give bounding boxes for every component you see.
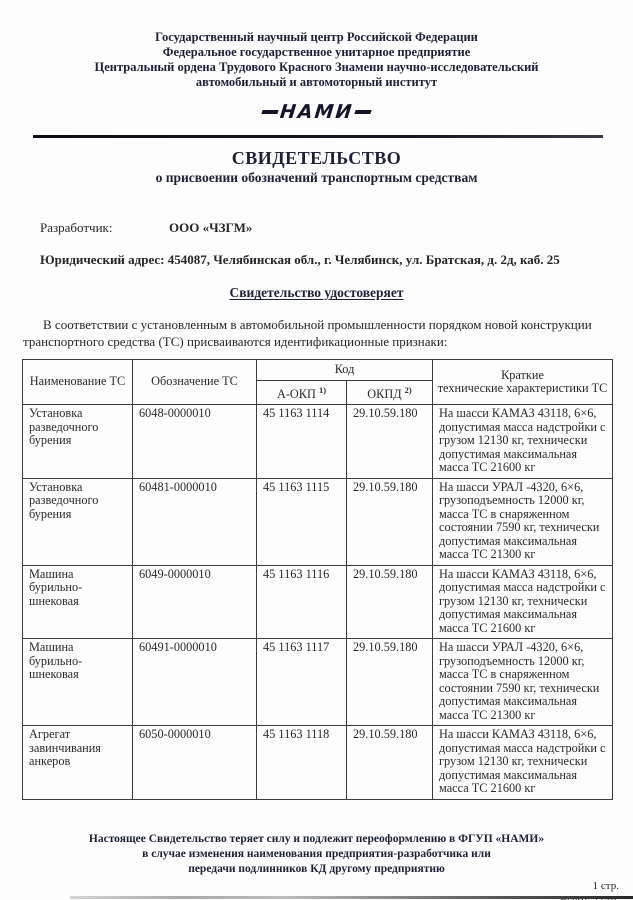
intro-paragraph: В соответствии с установленным в автомобильной промышленности порядком новой конструкции транспортного средства (ТС) присваиваются идентификационные признаки: xyxy=(23,317,592,349)
okpd-label: ОКПД xyxy=(367,386,402,401)
cell-specs: На шасси УРАЛ -4320, 6×6, грузоподъемность 12000 кг, масса ТС в снаряженном состоянии 7590 кг, технически допустимая максимальная масса ТС 21300 кг xyxy=(433,478,613,565)
cell-designation: 6050-0000010 xyxy=(133,726,257,800)
a-okp-footnote-marker: 1) xyxy=(318,384,327,395)
cell-code-a-okp: 45 1163 1115 xyxy=(257,478,347,565)
table-header-row-1 xyxy=(23,360,613,381)
cell-specs: На шасси УРАЛ -4320, 6×6, грузоподъемность 12000 кг, масса ТС в снаряженном состоянии 7590 кг, технически допустимая максимальная масса ТС 21300 кг xyxy=(433,639,613,726)
cell-designation: 60481-0000010 xyxy=(133,478,257,565)
validity-note-line-1: Настоящее Свидетельство теряет силу и подлежит переоформлению в ФГУП «НАМИ» xyxy=(88,832,545,845)
cell-code-a-okp: 45 1163 1116 xyxy=(257,565,347,639)
org-line-3: Центральный ордена Трудового Красного Знамени научно-исследовательский xyxy=(94,60,539,74)
address-value: 454087, Челябинская обл., г. Челябинск, ул. Братская, д. 2д, каб. 25 xyxy=(167,252,560,267)
document-title: СВИДЕТЕЛЬСТВО xyxy=(231,148,402,168)
cell-code-okpd: 29.10.59.180 xyxy=(347,405,433,479)
page-number: 1 стр. xyxy=(592,879,619,892)
cell-code-okpd: 29.10.59.180 xyxy=(347,639,433,726)
cell-designation: 6048-0000010 xyxy=(133,405,257,479)
cell-designation: 60491-0000010 xyxy=(133,639,257,726)
col-header-designation: Обозначение ТС xyxy=(133,360,257,405)
cell-vehicle-name: Установка разведочного бурения xyxy=(23,405,133,479)
organization-header xyxy=(0,0,633,90)
cell-vehicle-name: Агрегат завинчивания анкеров xyxy=(23,726,133,800)
cell-code-okpd: 29.10.59.180 xyxy=(347,726,433,800)
logo-left-dash-icon xyxy=(261,110,278,114)
developer-value: ООО «ЧЗГМ» xyxy=(169,220,253,235)
address-label: Юридический адрес: xyxy=(40,252,165,267)
table-row xyxy=(23,639,613,726)
validity-note-line-2: в случае изменения наименования предприятия-разработчика или xyxy=(142,847,491,860)
cell-vehicle-name: Машина бурильно-шнековая xyxy=(23,565,133,639)
col-header-name: Наименование ТС xyxy=(23,360,133,405)
cell-code-a-okp: 45 1163 1117 xyxy=(257,639,347,726)
validity-note-line-3: передачи подлинников КД другому предприятию xyxy=(188,862,445,875)
table-row xyxy=(23,565,613,639)
address-row xyxy=(40,252,605,268)
table-row xyxy=(23,726,613,800)
cell-specs: На шасси КАМАЗ 43118, 6×6, допустимая масса надстройки с грузом 12130 кг, технически допустимая максимальная масса ТС 21600 кг xyxy=(433,726,613,800)
title-block xyxy=(0,147,633,186)
okpd-footnote-marker: 2) xyxy=(404,384,412,395)
col-header-specs-line1: Краткие xyxy=(501,367,544,382)
col-header-okpd xyxy=(347,380,433,405)
logo-right-dash-icon xyxy=(355,110,372,114)
vehicle-table xyxy=(22,359,613,800)
cell-designation: 6049-0000010 xyxy=(133,565,257,639)
table-row xyxy=(23,405,613,479)
cell-code-a-okp: 45 1163 1114 xyxy=(257,405,347,479)
horizontal-divider xyxy=(33,135,603,138)
logo-text: НАМИ xyxy=(278,101,355,123)
vehicle-table-header xyxy=(23,360,613,405)
validity-note xyxy=(0,832,633,877)
org-line-2: Федеральное государственное унитарное предприятие xyxy=(162,45,471,59)
a-okp-label: А-ОКП xyxy=(276,386,316,401)
document-subtitle: о присвоении обозначений транспортным средствам xyxy=(155,170,478,185)
cell-specs: На шасси КАМАЗ 43118, 6×6, допустимая масса надстройки с грузом 12130 кг, технически допустимая максимальная масса ТС 21600 кг xyxy=(433,405,613,479)
developer-row xyxy=(40,220,605,236)
scan-artifact-bar xyxy=(70,896,633,899)
vehicle-table-body xyxy=(23,405,613,800)
table-row xyxy=(23,478,613,565)
org-line-4: автомобильный и автомоторный институт xyxy=(195,75,438,89)
col-header-specs-line2: технические характеристики ТС xyxy=(437,381,608,396)
certifies-heading: Свидетельство удостоверяет xyxy=(229,285,404,300)
col-header-a-okp xyxy=(257,380,347,405)
col-header-code-group: Код xyxy=(257,360,433,381)
cell-vehicle-name: Машина бурильно-шнековая xyxy=(23,639,133,726)
org-line-1: Государственный научный центр Российской Федерации xyxy=(155,30,478,44)
cell-code-a-okp: 45 1163 1118 xyxy=(257,726,347,800)
cell-specs: На шасси КАМАЗ 43118, 6×6, допустимая масса надстройки с грузом 12130 кг, технически допустимая максимальная масса ТС 21600 кг xyxy=(433,565,613,639)
cell-code-okpd: 29.10.59.180 xyxy=(347,478,433,565)
cell-vehicle-name: Установка разведочного бурения xyxy=(23,478,133,565)
cell-code-okpd: 29.10.59.180 xyxy=(347,565,433,639)
developer-label: Разработчик: xyxy=(40,220,113,235)
col-header-specs xyxy=(433,360,613,405)
nami-logo xyxy=(0,102,633,122)
